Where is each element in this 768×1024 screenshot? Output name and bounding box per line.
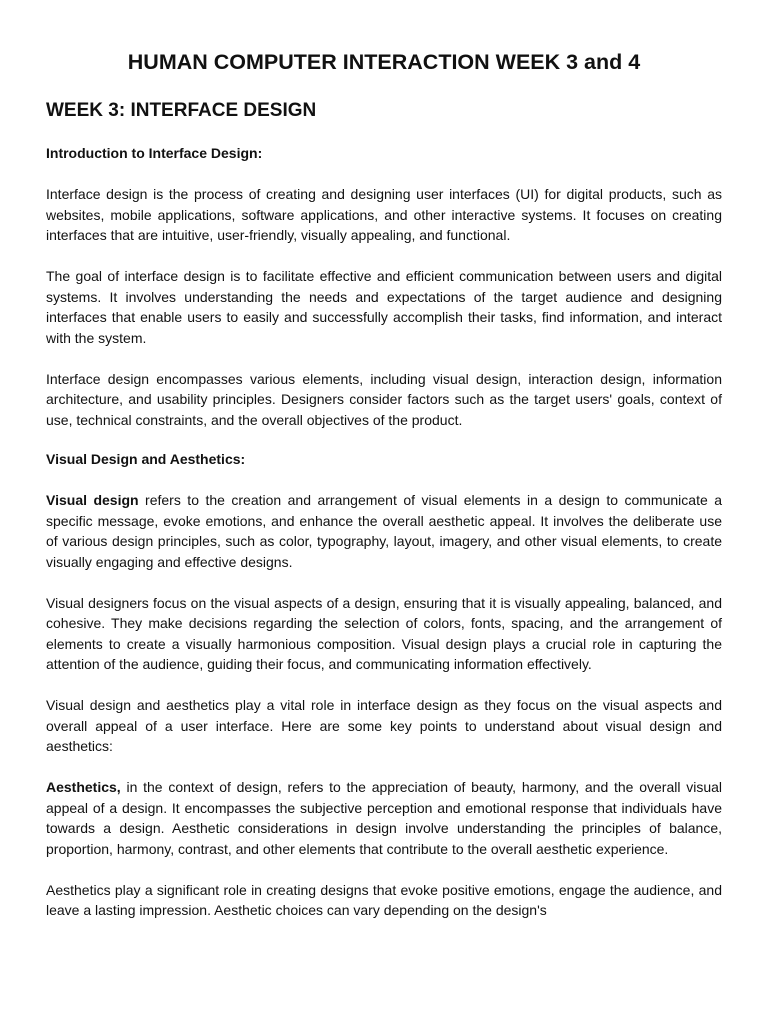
intro-paragraph-2: The goal of interface design is to facilitate effective and efficient communication between users and digital systems. It involves understanding the needs and expectations of the target audience and designing interfaces that enable users to easily and successfully accomplish their tasks, find information, and interact with the system. <box>46 268 722 346</box>
aesthetics-role-paragraph: Aesthetics play a significant role in creating designs that evoke positive emotions, engage the audience, and leave a lasting impression. Aesthetic choices can vary depending on the design's <box>46 881 722 918</box>
document-title: HUMAN COMPUTER INTERACTION WEEK 3 and 4 <box>127 50 641 74</box>
intro-heading: Introduction to Interface Design: <box>46 145 263 161</box>
visual-designers-paragraph: Visual designers focus on the visual aspects of a design, ensuring that it is visually appealing, balanced, and cohesive. They make decisions regarding the selection of colors, fonts, spacing, and the arrangement of elements to create a visually harmonious composition. Visual design plays a crucial role in capturing the attention of the audience, guiding their focus, and communicating information effectively. <box>46 594 722 672</box>
intro-paragraph-1: Interface design is the process of creating and designing user interfaces (UI) for digital products, such as websites, mobile applications, software applications, and other interactive systems. It focuses on creating interfaces that are intuitive, user-friendly, visually appealing, and functional. <box>46 186 722 243</box>
week-3-heading: WEEK 3: INTERFACE DESIGN <box>46 100 317 121</box>
visual-design-heading: Visual Design and Aesthetics: <box>46 451 246 467</box>
visual-design-lead: Visual design <box>46 492 139 508</box>
intro-paragraph-3: Interface design encompasses various elements, including visual design, interaction design, information architecture, and usability principles. Designers consider factors such as the target users' goals, context of use, technical constraints, and the overall objectives of the product. <box>46 370 722 428</box>
visual-design-definition-text: refers to the creation and arrangement of visual elements in a design to communicate a specific message, evoke emotions, and enhance the overall aesthetic appeal. It involves the deliberate use of various design principles, such as color, typography, layout, imagery, and other visual elements, to create visually engaging and effective designs. <box>46 492 722 570</box>
visual-design-definition <box>46 470 722 573</box>
visual-aesthetics-intro-paragraph: Visual design and aesthetics play a vital role in interface design as they focus on the visual aspects and overall appeal of a user interface. Here are some key points to understand about visual design and aesthetics: <box>46 697 722 754</box>
aesthetics-definition-text: in the context of design, refers to the appreciation of beauty, harmony, and the overall visual appeal of a design. It encompasses the subjective perception and emotional response that individuals have towards a design. Aesthetic considerations in design involve understanding the principles of balance, proportion, harmony, contrast, and other elements that contribute to the overall aesthetic experience. <box>46 779 722 857</box>
aesthetics-definition <box>46 757 722 860</box>
aesthetics-lead: Aesthetics, <box>46 779 121 795</box>
